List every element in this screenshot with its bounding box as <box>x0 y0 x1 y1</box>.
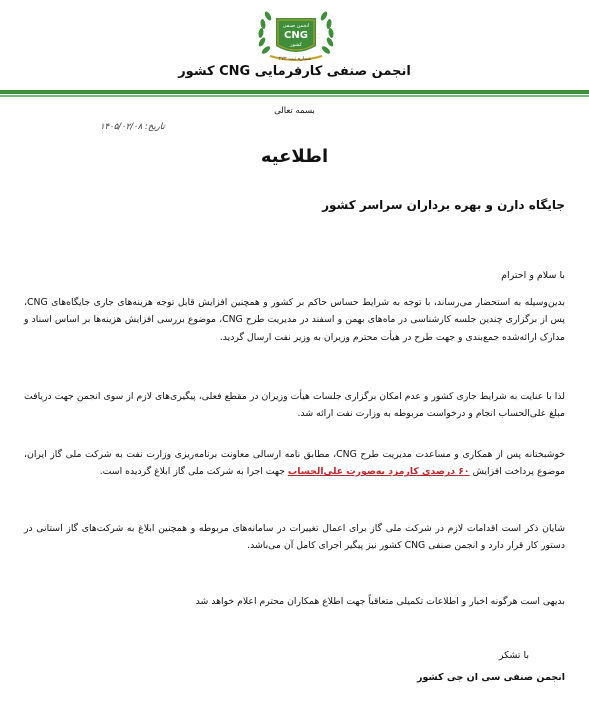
addressee: جایگاه دارن و بهره برداران سراسر کشور <box>322 198 565 212</box>
registration-number: شماره ثبت ۲۷۲ <box>278 56 312 62</box>
paragraph-3 <box>24 446 565 481</box>
signature: انجمن صنفی سی ان جی کشور <box>416 672 565 683</box>
greeting: با سلام و احترام <box>501 270 565 281</box>
paragraph-4: شایان ذکر است اقدامات لازم در شرکت ملی گاز برای اعمال تغییرات در سامانه‌های مربوطه و همچنین ابلاغ به شرکت‌های گاز استانی در دستور کار قرار دارد و انجمن صنفی CNG کشور نیز پیگیر اجرای کامل آن می‌باشد. <box>24 523 565 552</box>
paragraph-3-lead: خوشبختانه پس از همکاری و مساعدت مدیریت طرح CNG، مطابق نامه ارسالی معاونت برنامه‌ریزی وزارت نفت به شرکت ملی گاز ایران، موضوع پرداخت افزایش <box>24 449 565 478</box>
notice-heading: اطلاعیه <box>260 146 329 167</box>
commission-increase-highlight: ۶۰ درصدی کارمزد به‌صورت علی‌الحساب <box>287 466 470 478</box>
logo-center-text: CNG <box>284 30 308 41</box>
paragraph-3-tail: جهت اجرا به شرکت ملی گاز ابلاغ گردیده است. <box>99 466 288 478</box>
logo-lower-text: کشور <box>290 42 302 48</box>
paragraph-1: بدین‌وسیله به استحضار می‌رساند، با توجه به شرایط حساس حاکم بر کشور و همچنین افزایش قابل توجه هزینه‌های جاری جایگاه‌های CNG، پس از برگزاری چندین جلسه کارشناسی در ماه‌های بهمن و اسفند در مدیریت طرح CNG، موضوع بررسی افزایش هزینه‌ها بر اساس اسناد و مدارک ارائه‌شده جمع‌بندی و جهت طرح در هیأت محترم وزیران به وزیر نفت ارسال گردید. <box>24 297 565 343</box>
header-rule-secondary <box>0 95 589 97</box>
closing-note: بدیهی است هرگونه اخبار و اطلاعات تکمیلی متعاقباً جهت اطلاع همکاران محترم اعلام خواهد شد <box>195 596 565 607</box>
paragraph-2: لذا با عنایت به شرایط جاری کشور و عدم امکان برگزاری جلسات هیأت وزیران در مقطع فعلی، پیگیری‌های لازم از سوی انجمن جهت دریافت مبلغ علی‌الحساب انجام و درخواست مربوطه به وزارت نفت ارائه شد. <box>24 391 565 420</box>
letter-date: تاریخ: ۱۴۰۵/۰۲/۰۸ <box>100 122 165 132</box>
header-rule <box>0 90 589 94</box>
basmala: بسمه تعالی <box>274 106 315 116</box>
logo-upper-text: انجمن صنفی <box>282 23 310 29</box>
organization-title: انجمن صنفی کارفرمایی CNG کشور <box>178 64 411 79</box>
signoff: با تشکر <box>498 650 529 661</box>
